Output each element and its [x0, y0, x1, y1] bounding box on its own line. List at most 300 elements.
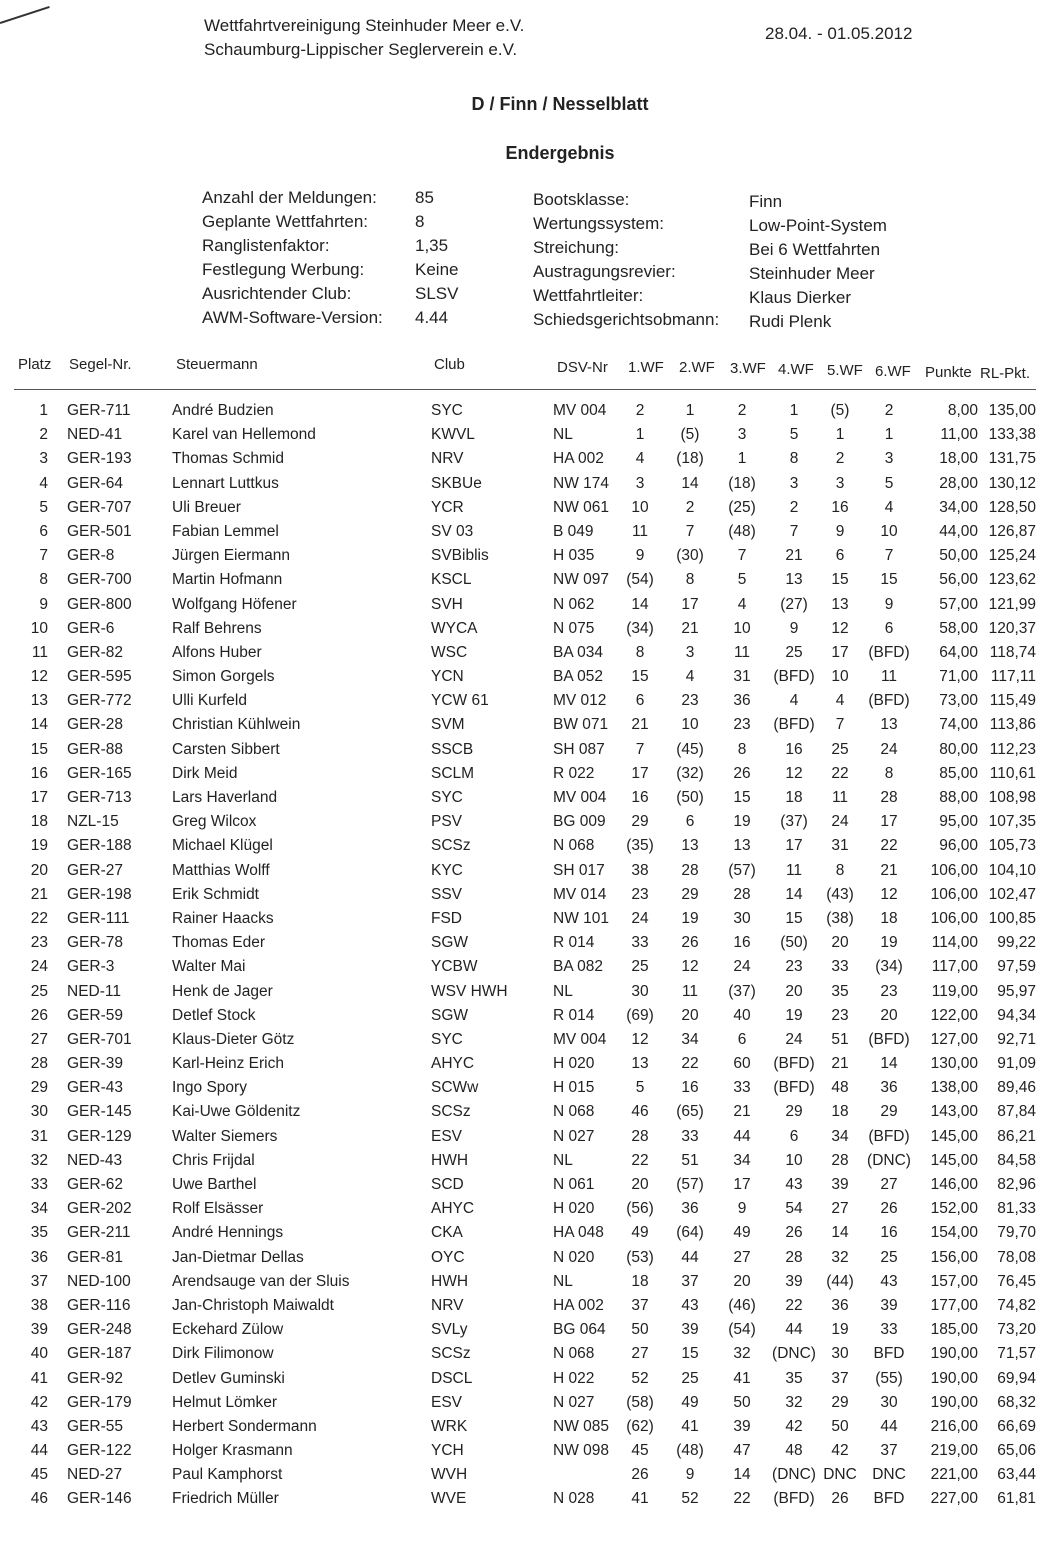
info-right-label: Schiedsgerichtsobmann: [533, 310, 720, 329]
cell-wf6: 33 [880, 1321, 898, 1339]
cell-wf5: 7 [835, 716, 845, 734]
col-header-wf4: 4.WF [778, 361, 814, 378]
info-left-label: AWM-Software-Version: [202, 308, 383, 327]
cell-steuermann: Detlef Stock [172, 1006, 256, 1024]
cell-wf1: 26 [631, 1466, 649, 1484]
cell-wf2: 52 [681, 1490, 699, 1508]
cell-wf6: 4 [884, 498, 894, 516]
cell-wf1: 45 [631, 1442, 649, 1460]
info-right-label: Bootsklasse: [533, 190, 630, 209]
cell-dsv-nr: NW 174 [553, 474, 609, 492]
cell-platz: 4 [39, 474, 48, 492]
cell-rl-pkt: 128,50 [988, 498, 1036, 516]
cell-wf6: 3 [884, 450, 894, 468]
cell-wf3: (18) [728, 474, 756, 492]
cell-wf2: 26 [681, 934, 699, 952]
cell-platz: 35 [30, 1224, 48, 1242]
cell-club: KSCL [431, 571, 472, 589]
cell-wf4: (BFD) [773, 716, 815, 734]
table-row [0, 1174, 1051, 1198]
cell-wf1: 49 [631, 1224, 649, 1242]
cell-punkte: 34,00 [939, 498, 978, 516]
cell-club: SCSz [431, 837, 471, 855]
cell-wf3: (57) [728, 861, 756, 879]
cell-club: SVBiblis [431, 547, 489, 565]
cell-dsv-nr: N 028 [553, 1490, 595, 1508]
cell-wf6: DNC [872, 1466, 906, 1484]
cell-wf2: 34 [681, 1030, 699, 1048]
cell-wf1: 15 [631, 668, 649, 686]
cell-steuermann: Thomas Schmid [172, 450, 284, 468]
cell-club: ESV [431, 1127, 463, 1145]
cell-wf2: 21 [681, 619, 699, 637]
cell-steuermann: Dirk Meid [172, 764, 238, 782]
cell-punkte: 122,00 [930, 1006, 978, 1024]
table-row [0, 1416, 1051, 1440]
cell-platz: 23 [30, 934, 48, 952]
cell-wf6: 21 [880, 861, 898, 879]
cell-steuermann: Martin Hofmann [172, 571, 283, 589]
cell-wf3: 4 [737, 595, 747, 613]
table-row [0, 860, 1051, 884]
cell-wf1: 21 [631, 716, 649, 734]
cell-segel-nr: GER-82 [67, 643, 123, 661]
table-row [0, 1392, 1051, 1416]
cell-wf1: 5 [635, 1079, 645, 1097]
cell-segel-nr: GER-6 [67, 619, 115, 637]
cell-dsv-nr: N 020 [553, 1248, 595, 1266]
cell-segel-nr: GER-59 [67, 1006, 123, 1024]
table-row [0, 1053, 1051, 1077]
table-row [0, 1488, 1051, 1512]
cell-segel-nr: GER-800 [67, 595, 132, 613]
cell-dsv-nr: NW 101 [553, 909, 609, 927]
cell-wf6: 39 [880, 1296, 898, 1314]
cell-steuermann: Uwe Barthel [172, 1176, 257, 1193]
cell-platz: 29 [30, 1079, 48, 1097]
cell-wf1: 25 [631, 958, 649, 976]
cell-punkte: 157,00 [930, 1272, 978, 1290]
cell-dsv-nr: N 061 [553, 1176, 595, 1193]
cell-wf1: (58) [626, 1393, 654, 1411]
cell-dsv-nr: H 035 [553, 547, 595, 565]
cell-wf6: 26 [880, 1200, 898, 1218]
cell-platz: 30 [30, 1103, 48, 1121]
cell-rl-pkt: 74,82 [997, 1296, 1036, 1314]
cell-platz: 10 [30, 619, 48, 637]
cell-platz: 43 [30, 1417, 48, 1435]
cell-wf6: 18 [880, 909, 898, 927]
cell-dsv-nr: N 068 [553, 1103, 595, 1121]
cell-club: YCBW [431, 958, 478, 976]
cell-club: WYCA [431, 619, 478, 637]
cell-steuermann: Eckehard Zülow [172, 1321, 284, 1339]
cell-wf2: (5) [680, 426, 700, 444]
cell-wf6: 28 [880, 789, 898, 806]
cell-dsv-nr: N 027 [553, 1127, 595, 1145]
cell-rl-pkt: 100,85 [988, 909, 1036, 927]
cell-dsv-nr: N 075 [553, 619, 595, 637]
cell-wf6: 8 [884, 764, 894, 782]
cell-segel-nr: GER-700 [67, 571, 132, 589]
info-left-label: Anzahl der Meldungen: [202, 188, 377, 207]
cell-wf6: (34) [875, 958, 903, 976]
cell-dsv-nr: NW 098 [553, 1442, 609, 1460]
cell-punkte: 143,00 [930, 1103, 978, 1121]
cell-wf2: 19 [681, 909, 699, 927]
cell-dsv-nr: NL [553, 1272, 573, 1290]
cell-wf2: 22 [681, 1055, 699, 1073]
info-left-value: 4.44 [415, 308, 449, 327]
cell-wf5: 3 [835, 474, 845, 492]
cell-platz: 25 [30, 982, 48, 1000]
cell-wf6: 11 [880, 668, 898, 686]
cell-wf1: 41 [631, 1490, 649, 1508]
table-row [0, 835, 1051, 859]
info-left-label: Geplante Wettfahrten: [202, 212, 369, 231]
table-row [0, 787, 1051, 811]
cell-club: YCR [431, 498, 464, 516]
cell-wf3: 50 [733, 1393, 751, 1411]
cell-punkte: 50,00 [939, 547, 978, 565]
cell-wf6: 36 [880, 1079, 898, 1097]
cell-wf4: (DNC) [772, 1466, 816, 1484]
cell-wf3: (25) [728, 498, 756, 516]
cell-wf4: (BFD) [773, 1079, 815, 1097]
cell-segel-nr: GER-129 [67, 1127, 132, 1145]
cell-segel-nr: GER-187 [67, 1345, 132, 1363]
cell-punkte: 177,00 [930, 1296, 978, 1314]
cell-steuermann: Herbert Sondermann [172, 1417, 317, 1435]
table-row [0, 1464, 1051, 1488]
cell-wf6: (55) [875, 1369, 903, 1387]
cell-steuermann: Karl-Heinz Erich [172, 1055, 284, 1073]
cell-wf6: 19 [880, 934, 898, 952]
cell-club: WVH [431, 1466, 468, 1484]
cell-wf6: 22 [880, 837, 898, 855]
cell-club: WRK [431, 1417, 468, 1435]
cell-rl-pkt: 97,59 [997, 958, 1036, 976]
cell-wf1: 7 [635, 740, 645, 758]
cell-wf2: 23 [681, 692, 699, 710]
cell-steuermann: Jürgen Eiermann [172, 547, 291, 565]
cell-wf5: DNC [823, 1466, 857, 1484]
cell-punkte: 8,00 [947, 402, 978, 419]
cell-wf4: 26 [785, 1224, 803, 1242]
cell-club: SVM [431, 716, 465, 734]
cell-wf2: 20 [681, 1006, 699, 1024]
cell-wf2: 12 [681, 958, 699, 976]
cell-wf4: (BFD) [773, 1490, 815, 1508]
cell-wf2: 4 [685, 668, 695, 686]
cell-steuermann: Rainer Haacks [172, 909, 274, 927]
header-rule [14, 389, 1036, 390]
cell-segel-nr: GER-248 [67, 1321, 132, 1339]
cell-club: SCLM [431, 764, 475, 782]
cell-punkte: 106,00 [930, 885, 978, 903]
table-row [0, 1029, 1051, 1053]
cell-wf5: 23 [831, 1006, 849, 1024]
cell-wf3: 36 [733, 692, 751, 710]
cell-rl-pkt: 102,47 [988, 885, 1036, 903]
cell-steuermann: Klaus-Dieter Götz [172, 1030, 295, 1048]
cell-dsv-nr: HA 002 [553, 450, 604, 468]
cell-punkte: 11,00 [940, 426, 978, 444]
cell-steuermann: Lennart Luttkus [172, 474, 279, 492]
table-row [0, 618, 1051, 642]
info-right-label: Austragungsrevier: [533, 262, 676, 281]
cell-wf2: 15 [681, 1345, 699, 1363]
info-left-value: 85 [415, 188, 434, 207]
cell-club: SKBUe [431, 474, 482, 492]
cell-dsv-nr: R 022 [553, 764, 595, 782]
cell-wf4: (27) [780, 595, 808, 613]
cell-rl-pkt: 81,33 [997, 1200, 1036, 1218]
organizer-line-2: Schaumburg-Lippischer Seglerverein e.V. [204, 40, 518, 59]
cell-wf3: 16 [733, 934, 751, 952]
cell-wf2: 14 [681, 474, 699, 492]
cell-wf3: 8 [737, 740, 747, 758]
cell-segel-nr: GER-202 [67, 1200, 132, 1218]
cell-platz: 17 [30, 789, 48, 806]
cell-wf3: 49 [733, 1224, 751, 1242]
col-header-club: Club [434, 356, 465, 373]
cell-wf5: 33 [831, 958, 849, 976]
cell-rl-pkt: 82,96 [997, 1176, 1036, 1193]
cell-punkte: 96,00 [939, 837, 978, 855]
cell-wf6: (BFD) [868, 692, 910, 710]
cell-segel-nr: GER-179 [67, 1393, 132, 1411]
table-row [0, 642, 1051, 666]
cell-wf3: 1 [737, 450, 747, 468]
cell-punkte: 119,00 [931, 982, 978, 1000]
cell-rl-pkt: 73,20 [997, 1321, 1036, 1339]
table-row [0, 1101, 1051, 1125]
cell-wf6: 30 [880, 1393, 898, 1411]
cell-punkte: 80,00 [939, 740, 978, 758]
cell-rl-pkt: 110,61 [989, 764, 1036, 782]
cell-punkte: 28,00 [939, 474, 978, 492]
cell-dsv-nr: H 020 [553, 1055, 595, 1073]
cell-segel-nr: GER-122 [67, 1442, 132, 1460]
cell-steuermann: Simon Gorgels [172, 668, 275, 686]
table-row [0, 1247, 1051, 1271]
cell-rl-pkt: 135,00 [988, 402, 1036, 419]
cell-wf1: (35) [626, 837, 654, 855]
cell-dsv-nr: MV 004 [553, 402, 607, 419]
cell-wf2: (57) [676, 1176, 704, 1193]
cell-wf6: 15 [880, 571, 898, 589]
cell-wf6: 7 [884, 547, 894, 565]
cell-wf6: 2 [884, 402, 894, 419]
cell-wf1: 20 [631, 1176, 649, 1193]
cell-wf4: 28 [785, 1248, 803, 1266]
cell-club: SCSz [431, 1103, 471, 1121]
cell-rl-pkt: 61,81 [997, 1490, 1036, 1508]
cell-wf3: (46) [728, 1296, 756, 1314]
cell-wf5: (5) [830, 402, 850, 419]
cell-wf3: 26 [733, 764, 751, 782]
cell-wf6: 44 [880, 1417, 898, 1435]
cell-dsv-nr: NW 097 [553, 571, 609, 589]
cell-punkte: 44,00 [939, 522, 978, 540]
cell-steuermann: André Budzien [172, 402, 274, 419]
cell-wf6: 23 [880, 982, 898, 1000]
document-subtitle: Endergebnis [505, 143, 615, 163]
cell-rl-pkt: 68,32 [997, 1393, 1036, 1411]
cell-wf6: 6 [884, 619, 894, 637]
cell-wf2: 29 [681, 885, 699, 903]
cell-club: YCN [431, 668, 464, 686]
cell-rl-pkt: 112,23 [989, 740, 1036, 758]
cell-wf4: 23 [785, 958, 803, 976]
cell-wf1: 18 [631, 1272, 649, 1290]
cell-dsv-nr: HA 048 [553, 1224, 604, 1242]
cell-platz: 13 [30, 692, 48, 710]
cell-wf4: 39 [785, 1272, 803, 1290]
table-row [0, 1150, 1051, 1174]
cell-wf4: (50) [780, 934, 808, 952]
cell-wf1: (34) [626, 619, 654, 637]
cell-segel-nr: GER-193 [67, 450, 132, 468]
cell-punkte: 106,00 [930, 861, 978, 879]
info-right-value: Bei 6 Wettfahrten [749, 240, 881, 259]
cell-wf4: 8 [789, 450, 799, 468]
cell-wf3: 9 [737, 1200, 747, 1218]
cell-wf3: 23 [733, 716, 751, 734]
cell-segel-nr: GER-27 [67, 861, 123, 879]
cell-segel-nr: GER-81 [67, 1248, 123, 1266]
cell-segel-nr: GER-78 [67, 934, 123, 952]
cell-steuermann: Lars Haverland [172, 789, 278, 806]
cell-wf4: 13 [785, 571, 803, 589]
cell-club: PSV [431, 813, 463, 831]
cell-rl-pkt: 89,46 [997, 1079, 1036, 1097]
cell-platz: 31 [30, 1127, 48, 1145]
cell-wf4: 25 [785, 643, 803, 661]
cell-steuermann: André Hennings [172, 1224, 284, 1242]
cell-wf1: 22 [631, 1151, 649, 1169]
cell-wf3: 27 [733, 1248, 751, 1266]
cell-wf1: (54) [626, 571, 654, 589]
cell-platz: 6 [39, 522, 48, 540]
cell-rl-pkt: 126,87 [988, 522, 1036, 540]
cell-wf2: 10 [681, 716, 699, 734]
cell-wf5: 31 [831, 837, 849, 855]
cell-wf5: 27 [831, 1200, 849, 1218]
cell-wf5: 11 [831, 789, 849, 806]
cell-platz: 27 [30, 1030, 48, 1048]
cell-club: SVLy [431, 1321, 468, 1339]
info-right-label: Wettfahrtleiter: [533, 286, 644, 305]
cell-dsv-nr: BG 009 [553, 813, 606, 831]
cell-platz: 24 [30, 958, 48, 976]
cell-wf3: 30 [733, 909, 751, 927]
table-row [0, 569, 1051, 593]
cell-wf2: 2 [685, 498, 695, 516]
cell-rl-pkt: 105,73 [988, 837, 1036, 855]
cell-wf4: 24 [785, 1030, 803, 1048]
cell-club: SGW [431, 934, 469, 952]
cell-wf5: 48 [831, 1079, 849, 1097]
cell-wf2: 36 [681, 1200, 699, 1218]
cell-wf5: 25 [831, 740, 849, 758]
cell-dsv-nr: BG 064 [553, 1321, 606, 1339]
table-row [0, 545, 1051, 569]
table-row [0, 424, 1051, 448]
cell-platz: 8 [39, 571, 48, 589]
cell-wf1: 23 [631, 885, 649, 903]
cell-wf3: 28 [733, 885, 751, 903]
cell-wf2: 43 [681, 1296, 699, 1314]
cell-steuermann: Rolf Elsässer [172, 1200, 264, 1218]
results-table [0, 400, 1051, 1513]
cell-segel-nr: GER-145 [67, 1103, 132, 1121]
cell-wf1: 50 [631, 1321, 649, 1339]
cell-rl-pkt: 94,34 [997, 1006, 1036, 1024]
cell-platz: 7 [39, 547, 48, 565]
cell-wf1: 38 [631, 861, 649, 879]
cell-dsv-nr: H 015 [553, 1079, 595, 1097]
cell-wf3: 47 [733, 1442, 751, 1460]
cell-steuermann: Jan-Dietmar Dellas [172, 1248, 304, 1266]
cell-dsv-nr: NL [553, 1151, 573, 1169]
cell-punkte: 73,00 [939, 692, 978, 710]
cell-wf1: 27 [631, 1345, 649, 1363]
cell-club: HWH [431, 1272, 469, 1290]
cell-wf3: 5 [737, 571, 747, 589]
cell-wf4: 22 [785, 1296, 803, 1314]
cell-wf5: 17 [831, 643, 849, 661]
col-header-wf5: 5.WF [827, 362, 863, 379]
table-row [0, 1005, 1051, 1029]
cell-wf3: 39 [733, 1417, 751, 1435]
cell-dsv-nr: R 014 [553, 1006, 595, 1024]
cell-wf3: 11 [733, 643, 751, 661]
cell-wf5: 29 [831, 1393, 849, 1411]
table-row [0, 594, 1051, 618]
cell-wf2: 11 [681, 982, 699, 1000]
col-header-wf1: 1.WF [628, 359, 664, 376]
cell-segel-nr: GER-64 [67, 474, 123, 492]
cell-steuermann: Holger Krasmann [172, 1442, 293, 1460]
cell-steuermann: Jan-Christoph Maiwaldt [172, 1296, 334, 1314]
cell-platz: 16 [30, 764, 48, 782]
cell-punkte: 138,00 [930, 1079, 978, 1097]
info-right-value: Low-Point-System [749, 216, 887, 235]
cell-wf3: 14 [733, 1466, 751, 1484]
cell-punkte: 64,00 [939, 643, 978, 661]
cell-wf5: 6 [835, 547, 845, 565]
cell-wf4: 12 [785, 764, 803, 782]
cell-wf1: (62) [626, 1417, 654, 1435]
table-row [0, 763, 1051, 787]
cell-wf5: 21 [831, 1055, 849, 1073]
cell-steuermann: Carsten Sibbert [172, 740, 280, 758]
cell-wf3: 24 [733, 958, 751, 976]
cell-rl-pkt: 99,22 [997, 934, 1036, 952]
cell-steuermann: Wolfgang Höfener [172, 595, 297, 613]
cell-wf5: (44) [826, 1272, 854, 1290]
cell-steuermann: Ulli Kurfeld [172, 692, 247, 710]
cell-wf5: 51 [831, 1030, 849, 1048]
cell-wf5: 35 [831, 982, 849, 1000]
cell-segel-nr: GER-111 [67, 909, 130, 927]
cell-wf2: (32) [676, 764, 704, 782]
cell-steuermann: Ralf Behrens [172, 619, 262, 637]
cell-wf4: 5 [789, 426, 799, 444]
cell-wf1: 52 [631, 1369, 649, 1387]
